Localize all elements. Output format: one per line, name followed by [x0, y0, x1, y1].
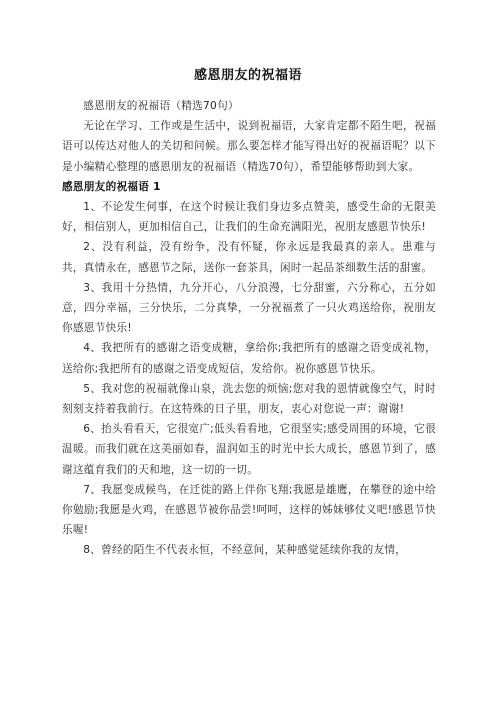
subtitle-paragraph: 感恩朋友的祝福语（精选70句） [83, 100, 239, 112]
list-item: 2、没有利益，没有纷争，没有怀疑，你永远是我最真的亲人。患难与共，真情永在，感恩节之际，送你一套茶具，闲时一起品茶细数生活的甜蜜。 [62, 241, 436, 274]
intro-paragraph: 无论在学习、工作或是生活中，说到祝福语，大家肯定都不陌生吧，祝福语可以传达对他人的关切和问候。那么要怎样才能写得出好的祝福语呢？以下是小编精心整理的感恩朋友的祝福语（精选70句），希望能够帮助到大家。 [62, 120, 436, 173]
list-item: 5、我对您的祝福就像山泉，洗去您的烦恼;您对我的恩情就像空气，时时刻刻支持着我前行。在这特殊的日子里，朋友，衷心对您说一声：谢谢! [62, 382, 436, 416]
list-item: 8、曾经的陌生不代表永恒，不经意间，某种感觉延续你我的友情， [83, 544, 407, 557]
list-item: 7、我愿变成候鸟，在迁徙的路上伴你飞翔;我愿是雄鹰，在攀登的途中给你勉励;我愿是火鸡，在感恩节被你品尝!呵呵，这样的姊妹够仗义吧!感恩节快乐喔! [62, 483, 436, 537]
list-item: 6、抬头看看天，它很宽广;低头看看地，它很坚实;感受周围的环境，它很温暖。而我们就在这美丽如春，温润如玉的时光中长大成长，感恩节到了，感谢这蕴育我们的天和地，这一切的一切。 [62, 423, 436, 476]
list-item: 3、我用十分热情，九分开心，八分浪漫，七分甜蜜，六分称心，五分如意，四分幸福，三分快乐，二分真挚，一分祝福煮了一只火鸡送给你，祝朋友你感恩节快乐! [62, 281, 436, 335]
section-heading: 感恩朋友的祝福语 1 [62, 180, 161, 193]
list-item: 4、我把所有的感谢之语变成糖，拿给你;我把所有的感谢之语变成礼物，送给你;我把所有的感谢之语变成短信，发给你。祝你感恩节快乐。 [62, 342, 436, 375]
document-body [62, 96, 436, 561]
page-title: 感恩朋友的祝福语 [193, 68, 302, 83]
list-item: 1、不论发生何事，在这个时候让我们身边多点赞美，感受生命的无限美好，相信别人，更加相信自己，让我们的生命充满阳光，祝朋友感恩节快乐! [62, 201, 436, 234]
